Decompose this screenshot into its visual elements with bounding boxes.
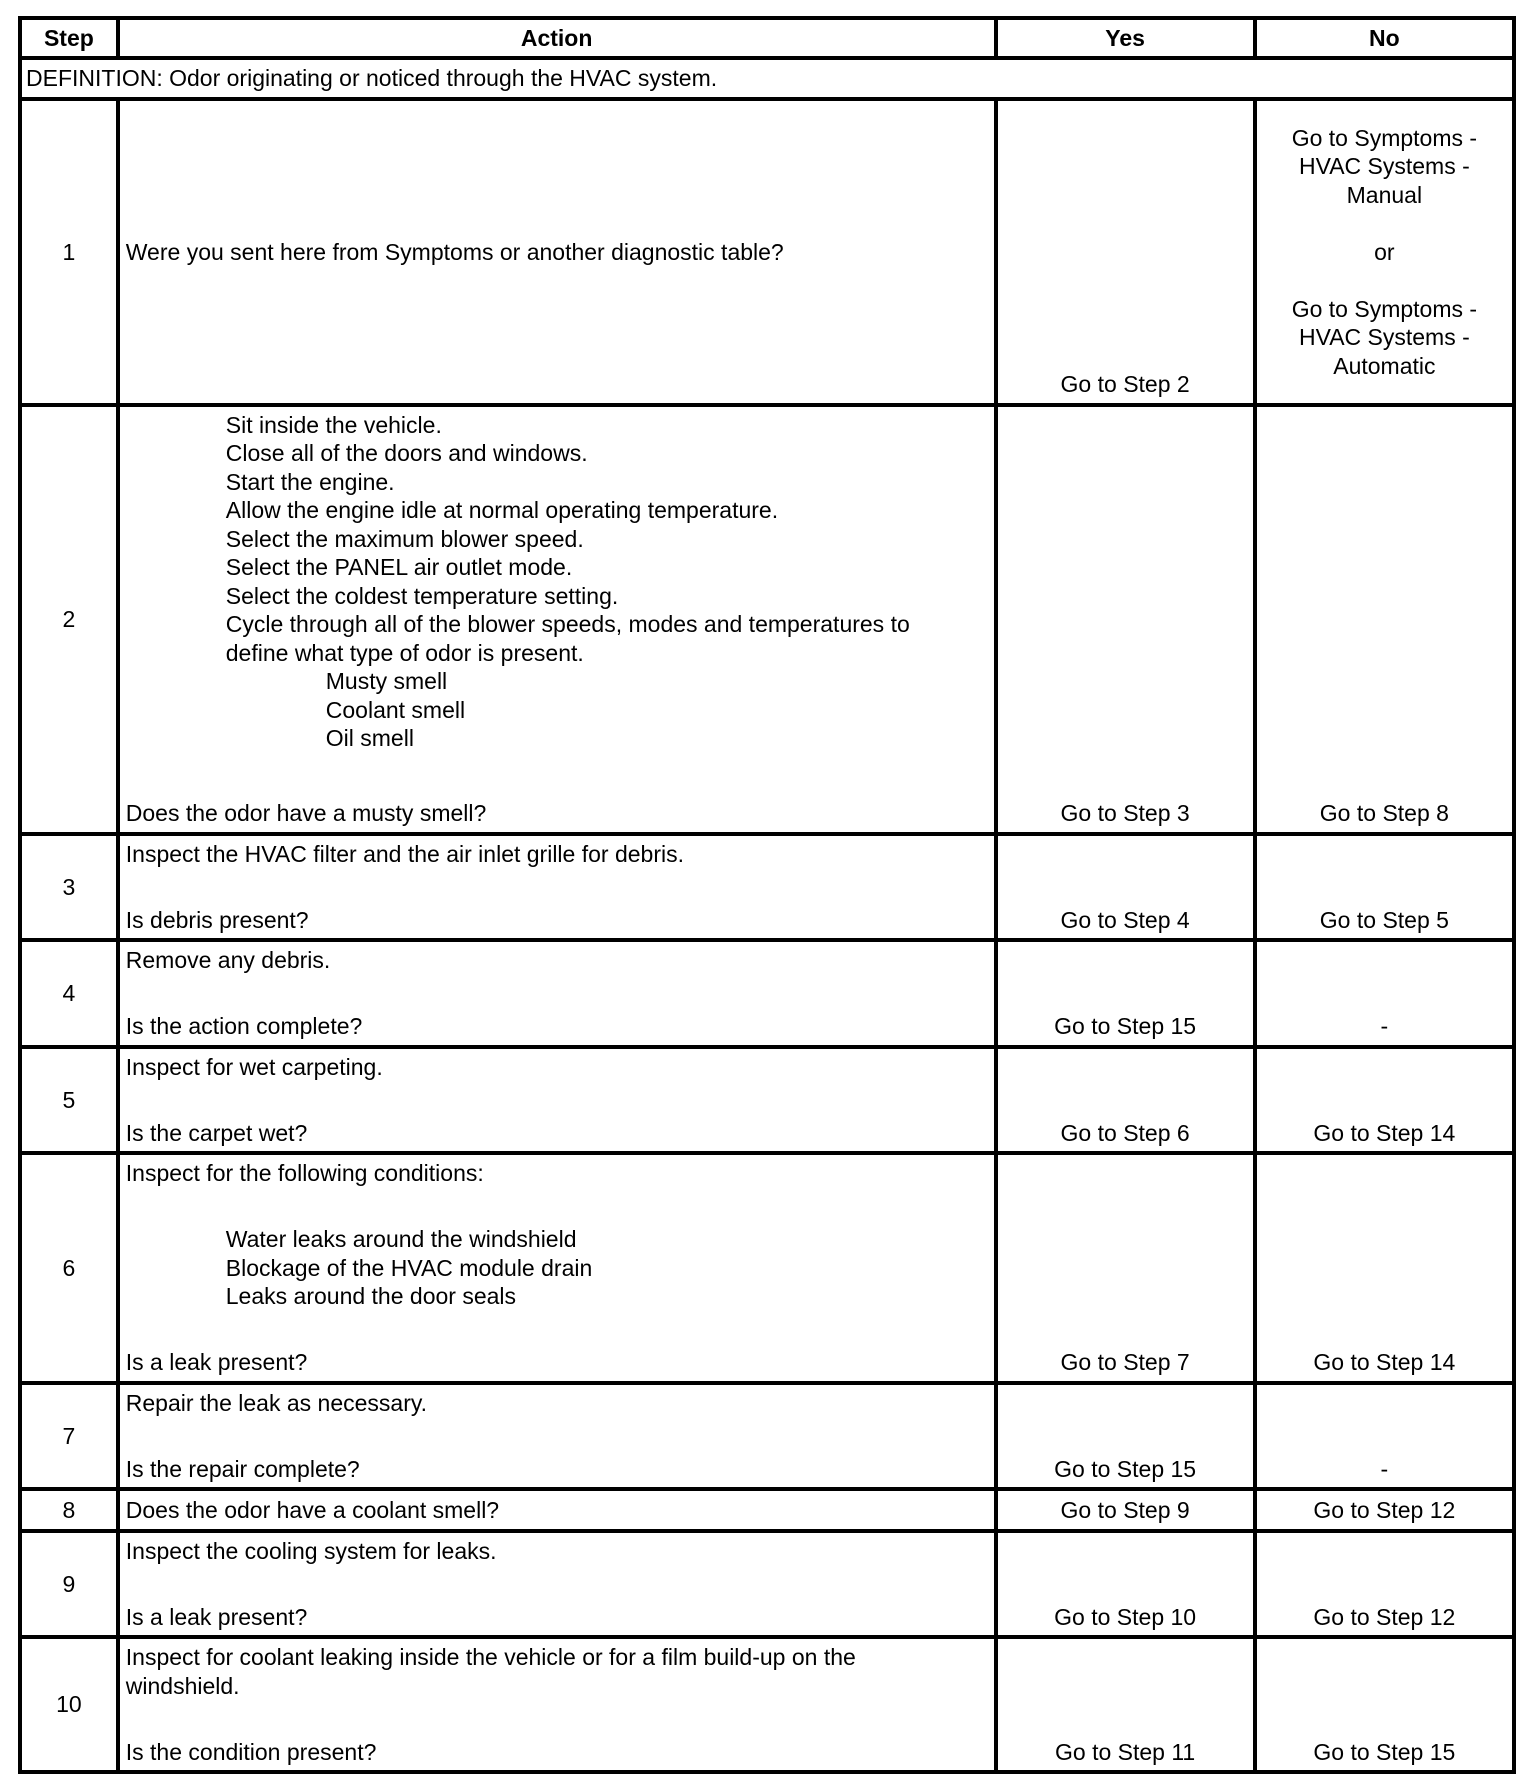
yes-cell: Go to Step 15 <box>996 940 1255 1046</box>
no-line: HVAC Systems - <box>1298 324 1470 351</box>
step-number: 7 <box>20 1383 118 1489</box>
action-cell <box>118 940 996 1046</box>
no-cell: Go to Step 14 <box>1255 1153 1514 1383</box>
diagnostic-table <box>18 16 1516 1774</box>
no-cell: Go to Step 5 <box>1255 834 1514 940</box>
table-row <box>20 1531 1514 1637</box>
no-cell: Go to Step 15 <box>1255 1637 1514 1772</box>
action-question: Is the repair complete? <box>125 1455 360 1482</box>
action-question: Is the condition present? <box>125 1738 377 1765</box>
action-cell <box>118 1637 996 1772</box>
action-step: Start the engine. <box>225 468 395 495</box>
table-row <box>20 1637 1514 1772</box>
action-question: Were you sent here from Symptoms or another diagnostic table? <box>125 238 784 265</box>
action-instruction: Inspect the HVAC filter and the air inlet grille for debris. <box>125 840 684 867</box>
odor-option: Musty smell <box>325 668 448 695</box>
action-question: Is a leak present? <box>125 1603 308 1630</box>
no-cell <box>1255 99 1514 404</box>
yes-cell: Go to Step 6 <box>996 1047 1255 1153</box>
step-number: 8 <box>20 1489 118 1530</box>
action-step: Select the coldest temperature setting. <box>225 582 619 609</box>
no-line: or <box>1374 238 1395 265</box>
no-cell: Go to Step 14 <box>1255 1047 1514 1153</box>
odor-option: Coolant smell <box>325 696 466 723</box>
action-step: Close all of the doors and windows. <box>225 440 588 467</box>
no-cell: - <box>1255 940 1514 1046</box>
no-line: Go to Symptoms - <box>1291 124 1478 151</box>
no-line: Manual <box>1346 181 1423 208</box>
yes-cell: Go to Step 9 <box>996 1489 1255 1530</box>
no-line: Automatic <box>1333 352 1436 379</box>
action-cell <box>118 1153 996 1383</box>
step-number: 5 <box>20 1047 118 1153</box>
action-question: Is a leak present? <box>125 1349 308 1376</box>
yes-cell: Go to Step 3 <box>996 405 1255 834</box>
condition-item: Leaks around the door seals <box>225 1283 517 1310</box>
table-row <box>20 99 1514 404</box>
action-cell <box>118 99 996 404</box>
header-row <box>20 18 1514 58</box>
yes-cell: Go to Step 7 <box>996 1153 1255 1383</box>
action-question: Is the action complete? <box>125 1013 363 1040</box>
no-line: HVAC Systems - <box>1298 153 1470 180</box>
table-row <box>20 1489 1514 1530</box>
action-cell <box>118 1383 996 1489</box>
action-question: Does the odor have a musty smell? <box>125 800 487 827</box>
action-step: define what type of odor is present. <box>225 639 584 666</box>
header-yes: Yes <box>996 18 1255 58</box>
no-cell: - <box>1255 1383 1514 1489</box>
action-cell <box>118 1489 996 1530</box>
condition-item: Blockage of the HVAC module drain <box>225 1254 593 1281</box>
action-step: Select the maximum blower speed. <box>225 525 584 552</box>
action-instruction: Inspect the cooling system for leaks. <box>125 1537 497 1564</box>
action-cell <box>118 1531 996 1637</box>
definition-row <box>20 58 1514 99</box>
table-row <box>20 1383 1514 1489</box>
action-question: Does the odor have a coolant smell? <box>125 1496 500 1523</box>
step-number: 9 <box>20 1531 118 1637</box>
table-row <box>20 1153 1514 1383</box>
table-row <box>20 940 1514 1046</box>
action-instruction: windshield. <box>125 1672 240 1699</box>
action-question: Is debris present? <box>125 906 309 933</box>
action-step: Select the PANEL air outlet mode. <box>225 554 573 581</box>
action-step: Sit inside the vehicle. <box>225 411 442 438</box>
header-action: Action <box>118 18 996 58</box>
action-step: Cycle through all of the blower speeds, modes and temperatures to <box>225 611 910 638</box>
step-number: 10 <box>20 1637 118 1772</box>
table-row <box>20 1047 1514 1153</box>
no-line: Go to Symptoms - <box>1291 295 1478 322</box>
action-instruction: Inspect for wet carpeting. <box>125 1053 383 1080</box>
table-row <box>20 834 1514 940</box>
action-cell <box>118 405 996 834</box>
action-instruction: Remove any debris. <box>125 947 331 974</box>
step-number: 3 <box>20 834 118 940</box>
yes-cell: Go to Step 4 <box>996 834 1255 940</box>
no-cell: Go to Step 12 <box>1255 1531 1514 1637</box>
step-number: 2 <box>20 405 118 834</box>
no-cell: Go to Step 12 <box>1255 1489 1514 1530</box>
table-row <box>20 405 1514 834</box>
yes-cell: Go to Step 15 <box>996 1383 1255 1489</box>
action-instruction: Repair the leak as necessary. <box>125 1389 428 1416</box>
yes-cell: Go to Step 11 <box>996 1637 1255 1772</box>
step-number: 4 <box>20 940 118 1046</box>
definition-text: DEFINITION: Odor originating or noticed through the HVAC system. <box>20 58 1514 99</box>
yes-cell: Go to Step 2 <box>996 99 1255 404</box>
step-number: 6 <box>20 1153 118 1383</box>
header-step: Step <box>20 18 118 58</box>
header-no: No <box>1255 18 1514 58</box>
condition-item: Water leaks around the windshield <box>225 1226 577 1253</box>
action-question: Is the carpet wet? <box>125 1119 308 1146</box>
odor-option: Oil smell <box>325 725 414 752</box>
yes-cell: Go to Step 10 <box>996 1531 1255 1637</box>
action-cell <box>118 1047 996 1153</box>
step-number: 1 <box>20 99 118 404</box>
action-instruction: Inspect for coolant leaking inside the vehicle or for a film build-up on the <box>125 1644 856 1671</box>
action-step: Allow the engine idle at normal operating temperature. <box>225 497 779 524</box>
action-cell <box>118 834 996 940</box>
action-instruction: Inspect for the following conditions: <box>125 1160 484 1187</box>
no-cell: Go to Step 8 <box>1255 405 1514 834</box>
